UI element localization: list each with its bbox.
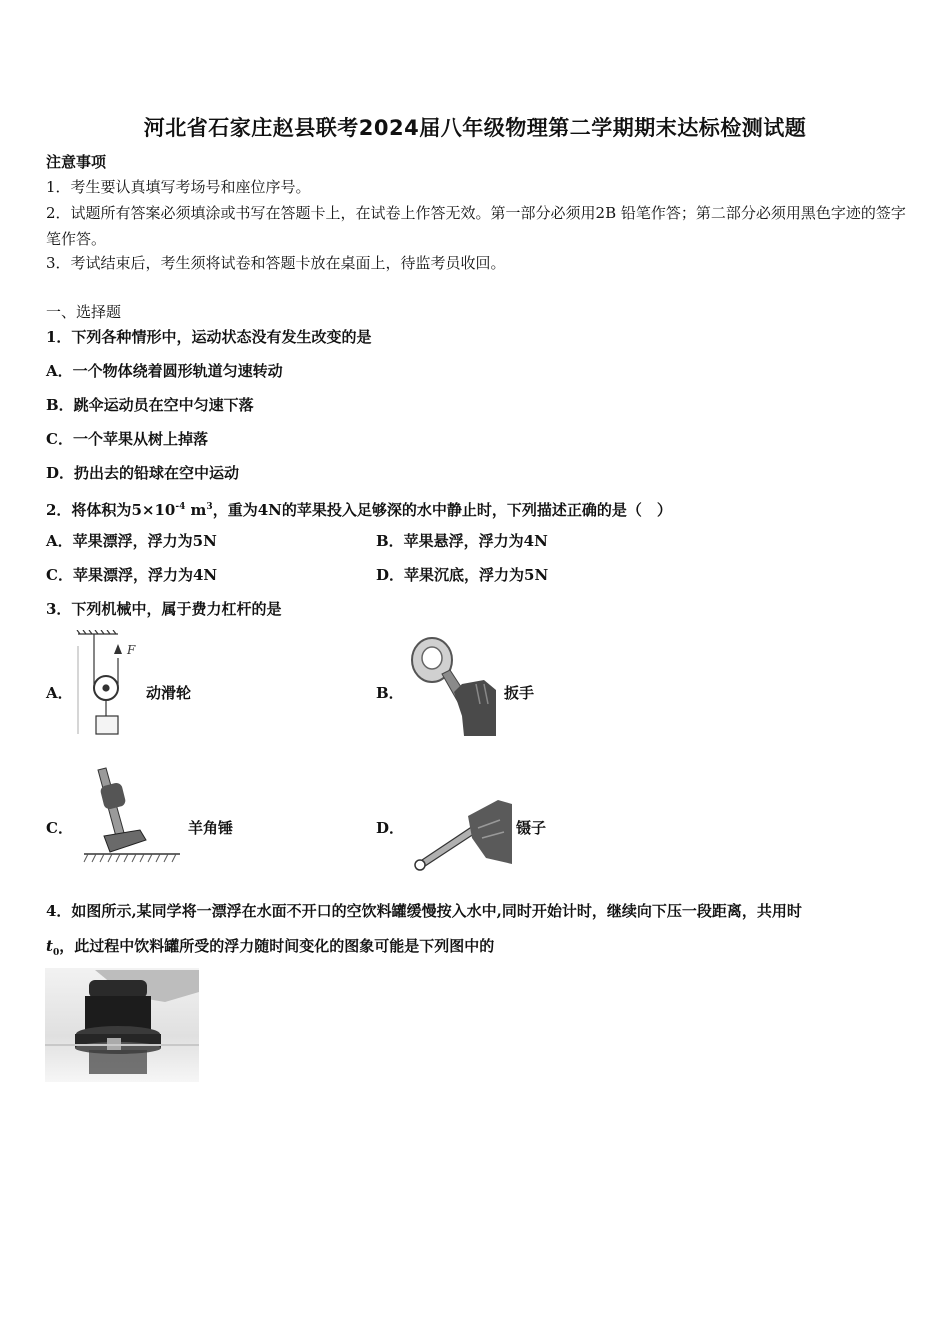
tweezers-image <box>412 798 516 872</box>
q3-option-b-letter: B． <box>376 684 404 702</box>
q4-t-symbol: t <box>46 937 53 955</box>
q4-stem-text: ，此过程中饮料罐所受的浮力随时间变化的图象可能是下列图中的 <box>59 937 495 955</box>
claw-hammer-image <box>80 762 180 870</box>
notice-item-3: 3．考试结束后，考生须将试卷和答题卡放在桌面上，待监考员收回。 <box>46 254 506 272</box>
q1-option-c: C．一个苹果从树上掉落 <box>46 430 208 448</box>
q4-t-subscript: 0 <box>52 948 60 958</box>
notice-item-2: 2．试题所有答案必须填涂或书写在答题卡上，在试卷上作答无效。第一部分必须用2B 铅笔作答；第二部分必须用黑色字迹的签字笔作答。 <box>46 204 906 248</box>
q1-option-d: D．扔出去的铅球在空中运动 <box>46 464 240 482</box>
notice-item-1: 1．考生要认真填写考场号和座位序号。 <box>46 178 311 196</box>
section-heading: 一、选择题 <box>46 303 122 321</box>
q2-stem-exp: -4 <box>175 502 186 512</box>
q3-option-a-name: 动滑轮 <box>146 684 192 702</box>
q1-option-b: B．跳伞运动员在空中匀速下落 <box>46 396 254 414</box>
q3-stem: 3．下列机械中，属于费力杠杆的是 <box>46 600 282 618</box>
q3-option-c-letter: C． <box>46 819 73 837</box>
q2-stem-unit: m <box>185 501 207 519</box>
q2-stem-unit-exp: 3 <box>206 502 213 512</box>
q2-stem <box>46 497 672 520</box>
notice-heading: 注意事项 <box>46 153 107 171</box>
q2-stem-post: ，重为4N的苹果投入足够深的水中静止时，下列描述正确的是（ ） <box>212 501 672 519</box>
force-label-f: F <box>127 643 136 657</box>
q3-option-a-letter: A． <box>46 684 73 702</box>
q4-stem-line-1: 4．如图所示,某同学将一漂浮在水面不开口的空饮料罐缓慢按入水中,同时开始计时，继续向下压一段距离，共用时 <box>46 902 802 920</box>
q2-option-c: C．苹果漂浮，浮力为4N <box>46 566 218 584</box>
q3-option-d-name: 镊子 <box>516 819 547 837</box>
wrench-image <box>404 632 504 740</box>
q2-stem-pre: 2．将体积为5×10 <box>46 501 176 519</box>
can-in-water-photo <box>45 968 199 1082</box>
q1-stem: 1．下列各种情形中，运动状态没有发生改变的是 <box>46 328 372 346</box>
q2-option-b: B．苹果悬浮，浮力为4N <box>376 532 548 550</box>
q3-option-c-name: 羊角锤 <box>188 819 234 837</box>
exam-title: 河北省石家庄赵县联考2024届八年级物理第二学期期末达标检测试题 <box>143 116 807 140</box>
movable-pulley-image <box>70 630 145 740</box>
q4-stem-line-2 <box>46 936 494 963</box>
q2-option-a: A．苹果漂浮，浮力为5N <box>46 532 217 550</box>
q3-option-b-name: 扳手 <box>504 684 535 702</box>
q2-option-d: D．苹果沉底，浮力为5N <box>376 566 549 584</box>
q3-option-d-letter: D． <box>376 819 405 837</box>
q1-option-a: A．一个物体绕着圆形轨道匀速转动 <box>46 362 283 380</box>
